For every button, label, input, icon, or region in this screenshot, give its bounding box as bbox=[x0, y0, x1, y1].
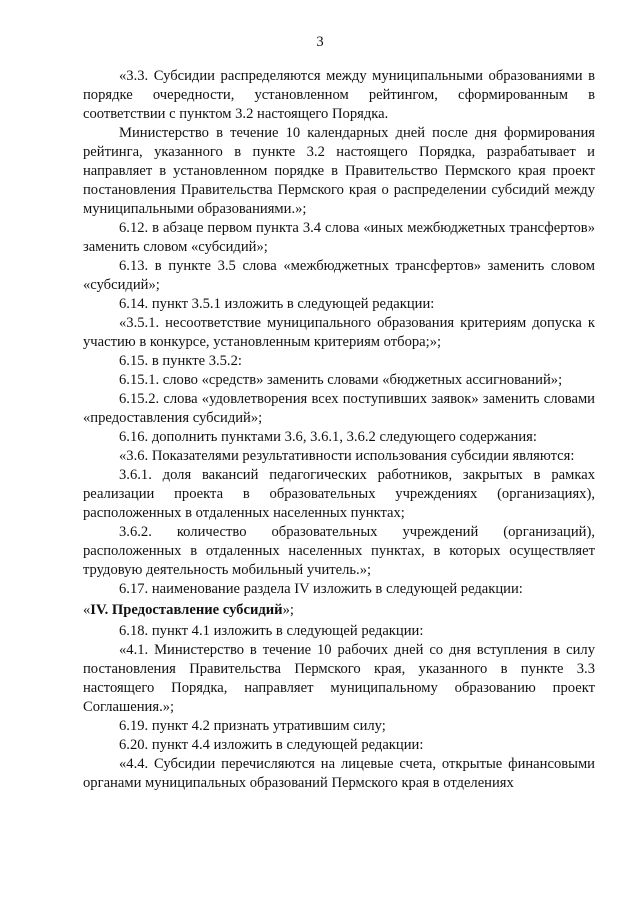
heading-close: »; bbox=[282, 602, 294, 618]
paragraph: «3.5.1. несоответствие муниципального образования критериям допуска к участию в конкурсе, установленным критериям отбора;»; bbox=[83, 315, 595, 350]
paragraph: «4.4. Субсидии перечисляются на лицевые счета, открытые финансовыми органами муниципальных образований Пермского края в отделениях bbox=[83, 756, 595, 791]
paragraph: 3.6.1. доля вакансий педагогических работников, закрытых в рамках реализации проекта в образовательных учреждениях (организациях), расположенных в отдаленных населенных пунктах; bbox=[83, 467, 595, 521]
paragraph: «3.3. Субсидии распределяются между муниципальными образованиями в порядке очередности, установленном рейтингом, сформированным в соответствии с пунктом 3.2 настоящего Порядка. bbox=[83, 68, 595, 122]
paragraph: Министерство в течение 10 календарных дней после дня формирования рейтинга, указанного в пункте 3.2 настоящего Порядка, разрабатывает и направляет в установленном порядке в Правительство Пермского края проект постановления Правительства Пермского края о распределении субсидий между муниципальными образованиями.»; bbox=[83, 125, 595, 217]
paragraph: 6.19. пункт 4.2 признать утратившим силу; bbox=[119, 718, 386, 734]
paragraph: 6.15.1. слово «средств» заменить словами «бюджетных ассигнований»; bbox=[119, 372, 563, 388]
paragraph: 3.6.2. количество образовательных учреждений (организаций), расположенных в отдаленных населенных пунктах, в которых осуществляет трудовую деятельность мобильный учитель.»; bbox=[83, 524, 595, 578]
paragraph: 6.20. пункт 4.4 изложить в следующей редакции: bbox=[119, 737, 424, 753]
paragraph: «4.1. Министерство в течение 10 рабочих дней со дня вступления в силу постановления Правительства Пермского края, указанного в пункте 3.3 настоящего Порядка, направляет муниципальному образованию проект Соглашения.»; bbox=[83, 642, 595, 715]
heading-title: IV. Предоставление субсидий bbox=[90, 602, 283, 618]
paragraph: 6.17. наименование раздела IV изложить в следующей редакции: bbox=[119, 581, 523, 597]
paragraph: 6.12. в абзаце первом пункта 3.4 слова «иных межбюджетных трансфертов» заменить словом «субсидий»; bbox=[83, 220, 595, 255]
document-body bbox=[83, 67, 595, 793]
page-number: 3 bbox=[316, 34, 324, 50]
paragraph: 6.13. в пункте 3.5 слова «межбюджетных трансфертов» заменить словом «субсидий»; bbox=[83, 258, 595, 293]
heading-open-quote: « bbox=[83, 602, 91, 618]
paragraph: 6.14. пункт 3.5.1 изложить в следующей редакции: bbox=[119, 296, 435, 312]
paragraph: 6.18. пункт 4.1 изложить в следующей редакции: bbox=[119, 623, 424, 639]
paragraph: 6.15.2. слова «удовлетворения всех поступивших заявок» заменить словами «предоставления субсидий»; bbox=[83, 391, 595, 426]
paragraph: 6.15. в пункте 3.5.2: bbox=[119, 353, 242, 369]
paragraph: «3.6. Показателями результативности использования субсидии являются: bbox=[119, 448, 575, 464]
paragraph: 6.16. дополнить пунктами 3.6, 3.6.1, 3.6.2 следующего содержания: bbox=[119, 429, 537, 445]
section-heading bbox=[83, 601, 595, 620]
